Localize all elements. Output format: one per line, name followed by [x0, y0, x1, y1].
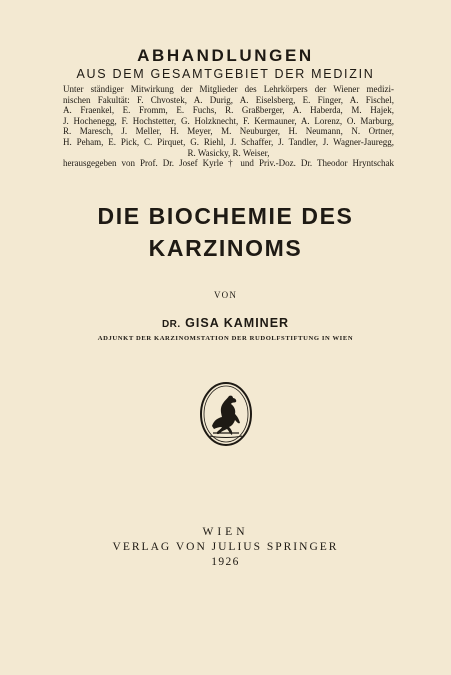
- book-title-line: KARZINOMS: [148, 235, 303, 261]
- publication-year: 1926: [211, 556, 240, 568]
- author-title-prefix: DR.: [161, 319, 181, 330]
- editors-line: J. Hochenegg, F. Hochstetter, G. Holzknecht, F. Kermauner, A. Lorenz, O. Marburg,: [63, 115, 394, 126]
- editors-line: R. Wasicky, R. Weiser,: [187, 147, 270, 158]
- editors-line: nischen Fakultät: F. Chvostek, A. Durig, A. Eiselsberg, E. Finger, A. Fischel,: [63, 94, 394, 105]
- by-label: VON: [213, 290, 238, 300]
- publisher-name: VERLAG VON JULIUS SPRINGER: [112, 541, 339, 553]
- book-title-line: DIE BIOCHEMIE DES: [97, 203, 354, 229]
- book-title: [0, 200, 451, 264]
- author-affiliation: ADJUNKT DER KARZINOMSTATION DER RUDOLFSTIFTUNG IN WIEN: [97, 335, 354, 342]
- editors-line: herausgegeben von Prof. Dr. Josef Kyrle † und Priv.-Doz. Dr. Theodor Hryntschak: [63, 158, 394, 169]
- author-name: GISA KAMINER: [185, 316, 290, 330]
- springer-horse-emblem-icon: [198, 380, 254, 448]
- author-name-line: [0, 316, 451, 330]
- editors-line: A. Fraenkel, E. Fromm, E. Fuchs, R. Graßberger, A. Haberda, M. Hajek,: [63, 105, 394, 116]
- editors-line: H. Peham, E. Pick, C. Pirquet, G. Riehl, J. Schaffer, J. Tandler, J. Wagner-Jauregg,: [63, 136, 394, 147]
- series-subtitle: AUS DEM GESAMTGEBIET DER MEDIZIN: [76, 67, 375, 81]
- editors-block: [63, 84, 394, 169]
- publisher-city: WIEN: [202, 526, 249, 538]
- editors-line: Unter ständiger Mitwirkung der Mitglieder des Lehrkörpers der Wiener medizi-: [63, 84, 394, 94]
- series-title: ABHANDLUNGEN: [137, 46, 314, 65]
- editors-line: R. Maresch, J. Meller, H. Meyer, M. Neuburger, H. Neumann, N. Ortner,: [63, 126, 394, 137]
